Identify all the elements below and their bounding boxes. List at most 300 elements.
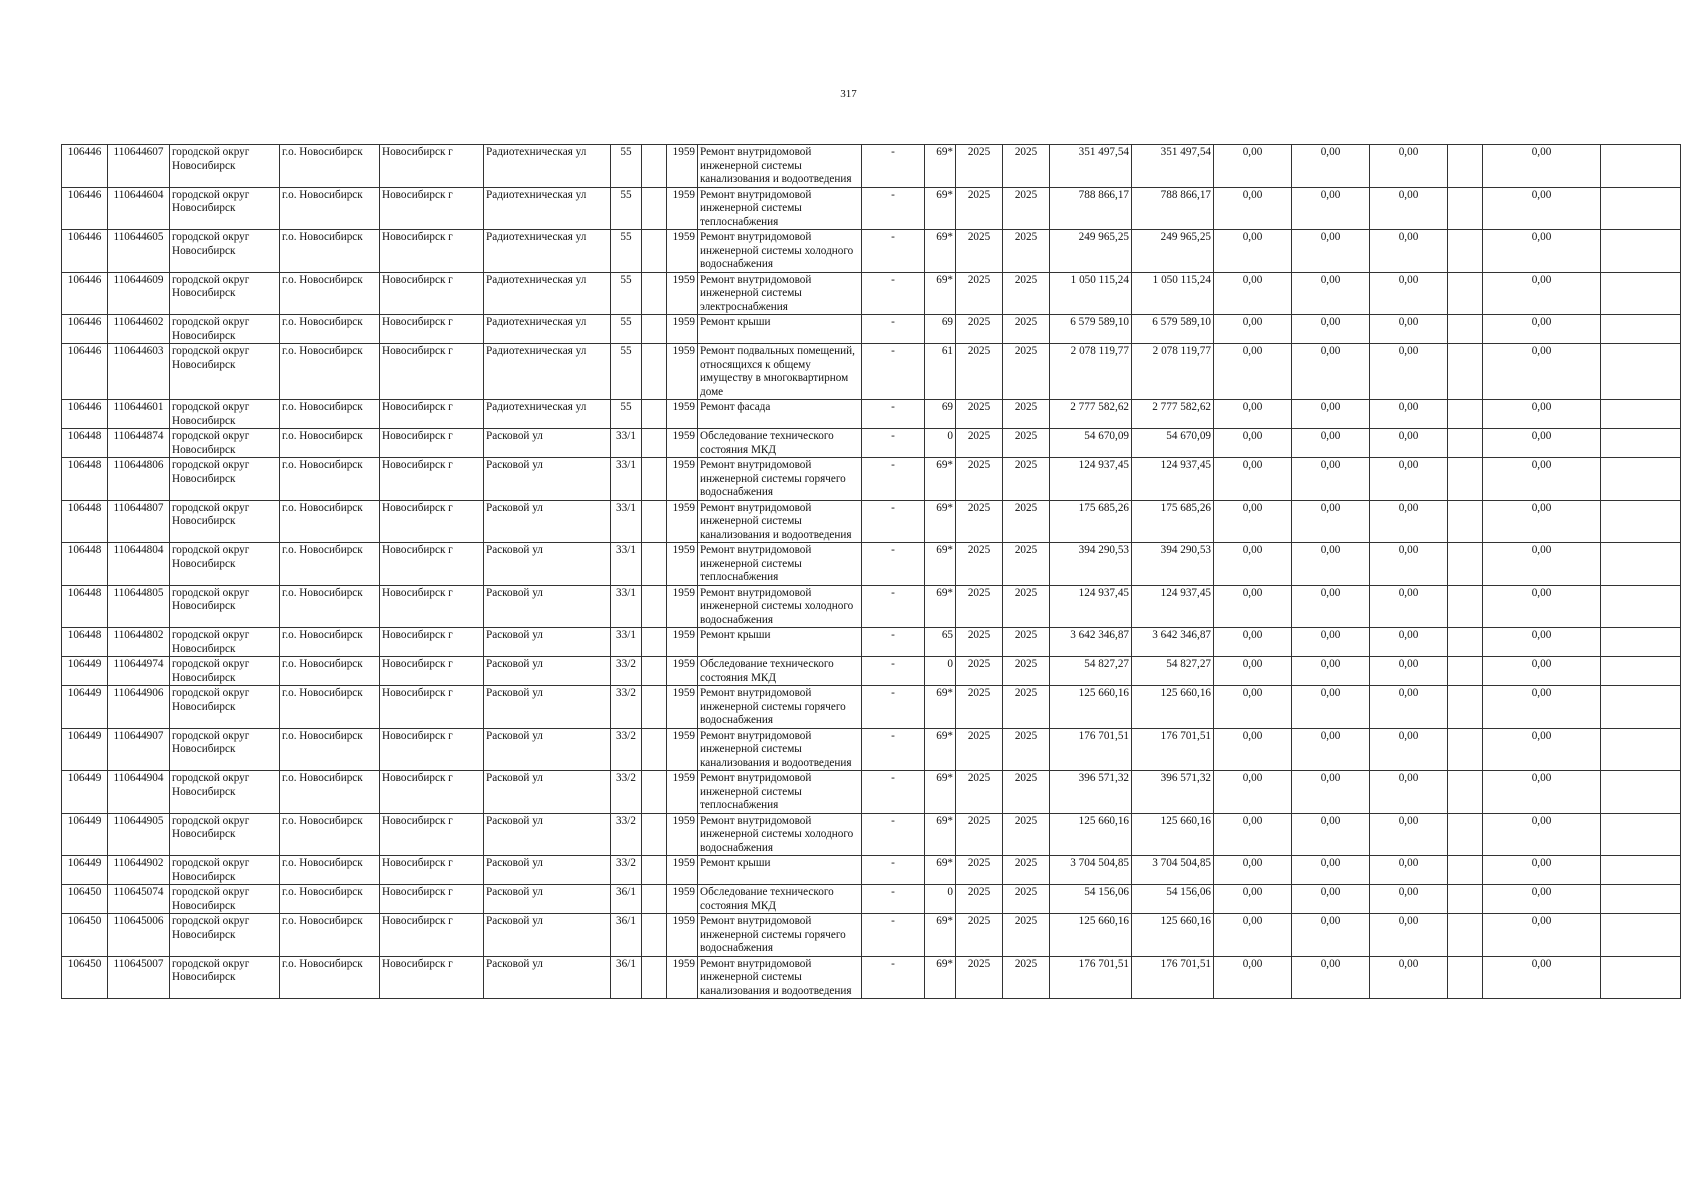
cell-plan-start-year: 2025 — [956, 856, 1003, 885]
repair-register-table — [61, 144, 1681, 999]
cell-house-number: 55 — [611, 230, 642, 273]
cell-cost-owners: 0,00 — [1483, 657, 1601, 686]
cell-cost-budget-regional: 0,00 — [1292, 728, 1370, 771]
cell-cost-budget-local: 0,00 — [1370, 429, 1448, 458]
cell-work-id: 110644974 — [108, 657, 170, 686]
cell-municipal-short: г.о. Новосибирск — [280, 585, 380, 628]
cell-wear-percent: 69* — [925, 686, 956, 729]
cell-extra-col — [1448, 771, 1483, 814]
cell-cost-budget-local: 0,00 — [1370, 458, 1448, 501]
cell-house-number: 33/2 — [611, 771, 642, 814]
cell-municipality: городской округ Новосибирск — [170, 728, 280, 771]
cell-cost-fund: 1 050 115,24 — [1132, 272, 1214, 315]
cell-unit: - — [862, 856, 925, 885]
cell-municipality: городской округ Новосибирск — [170, 429, 280, 458]
cell-building-letter — [642, 315, 667, 344]
cell-cost-fund: 54 156,06 — [1132, 885, 1214, 914]
cell-cost-budget-federal: 0,00 — [1214, 543, 1292, 586]
cell-cost-fund: 396 571,32 — [1132, 771, 1214, 814]
cell-extra-col — [1448, 628, 1483, 657]
cell-house-number: 33/1 — [611, 429, 642, 458]
cell-street: Расковой ул — [484, 585, 611, 628]
cell-settlement: Новосибирск г — [380, 657, 484, 686]
cell-extra-col — [1448, 458, 1483, 501]
cell-cost-budget-federal: 0,00 — [1214, 400, 1292, 429]
cell-plan-start-year: 2025 — [956, 728, 1003, 771]
cell-object-id: 106450 — [62, 956, 108, 999]
cell-wear-percent: 69 — [925, 315, 956, 344]
cell-work-type: Ремонт крыши — [698, 856, 862, 885]
cell-house-number: 33/1 — [611, 458, 642, 501]
cell-build-year: 1959 — [667, 686, 698, 729]
cell-cost-owners: 0,00 — [1483, 585, 1601, 628]
cell-build-year: 1959 — [667, 728, 698, 771]
cell-street: Расковой ул — [484, 885, 611, 914]
table-row — [62, 230, 1681, 273]
cell-cost-budget-local: 0,00 — [1370, 728, 1448, 771]
cell-plan-start-year: 2025 — [956, 956, 1003, 999]
cell-note — [1601, 914, 1681, 957]
cell-note — [1601, 458, 1681, 501]
cell-municipal-short: г.о. Новосибирск — [280, 400, 380, 429]
cell-work-type: Обследование технического состояния МКД — [698, 429, 862, 458]
cell-house-number: 36/1 — [611, 956, 642, 999]
cell-work-id: 110644804 — [108, 543, 170, 586]
cell-work-type: Ремонт внутридомовой инженерной системы горячего водоснабжения — [698, 458, 862, 501]
cell-plan-start-year: 2025 — [956, 400, 1003, 429]
cell-settlement: Новосибирск г — [380, 145, 484, 188]
cell-municipality: городской округ Новосибирск — [170, 885, 280, 914]
cell-municipality: городской округ Новосибирск — [170, 315, 280, 344]
cell-unit: - — [862, 813, 925, 856]
cell-street: Расковой ул — [484, 657, 611, 686]
cell-cost-fund: 176 701,51 — [1132, 728, 1214, 771]
cell-build-year: 1959 — [667, 145, 698, 188]
cell-house-number: 33/1 — [611, 585, 642, 628]
cell-unit: - — [862, 272, 925, 315]
cell-plan-end-year: 2025 — [1003, 429, 1050, 458]
cell-note — [1601, 686, 1681, 729]
cell-cost-budget-local: 0,00 — [1370, 956, 1448, 999]
cell-cost-budget-local: 0,00 — [1370, 500, 1448, 543]
cell-plan-end-year: 2025 — [1003, 885, 1050, 914]
cell-municipal-short: г.о. Новосибирск — [280, 657, 380, 686]
cell-settlement: Новосибирск г — [380, 585, 484, 628]
cell-note — [1601, 956, 1681, 999]
cell-settlement: Новосибирск г — [380, 771, 484, 814]
cell-cost-owners: 0,00 — [1483, 315, 1601, 344]
cell-building-letter — [642, 187, 667, 230]
cell-build-year: 1959 — [667, 956, 698, 999]
cell-street: Расковой ул — [484, 686, 611, 729]
cell-object-id: 106450 — [62, 885, 108, 914]
cell-unit: - — [862, 771, 925, 814]
cell-object-id: 106449 — [62, 813, 108, 856]
cell-work-id: 110645007 — [108, 956, 170, 999]
cell-plan-start-year: 2025 — [956, 585, 1003, 628]
cell-plan-start-year: 2025 — [956, 813, 1003, 856]
cell-street: Расковой ул — [484, 500, 611, 543]
table-row — [62, 458, 1681, 501]
cell-work-id: 110644605 — [108, 230, 170, 273]
cell-street: Радиотехническая ул — [484, 272, 611, 315]
cell-wear-percent: 69* — [925, 856, 956, 885]
cell-cost-total: 124 937,45 — [1050, 585, 1132, 628]
cell-unit: - — [862, 500, 925, 543]
cell-cost-budget-regional: 0,00 — [1292, 657, 1370, 686]
cell-wear-percent: 69* — [925, 272, 956, 315]
cell-street: Расковой ул — [484, 628, 611, 657]
cell-plan-end-year: 2025 — [1003, 628, 1050, 657]
cell-plan-end-year: 2025 — [1003, 956, 1050, 999]
cell-street: Расковой ул — [484, 856, 611, 885]
cell-cost-budget-federal: 0,00 — [1214, 956, 1292, 999]
cell-cost-budget-federal: 0,00 — [1214, 813, 1292, 856]
cell-cost-budget-regional: 0,00 — [1292, 500, 1370, 543]
cell-build-year: 1959 — [667, 813, 698, 856]
cell-work-type: Ремонт внутридомовой инженерной системы холодного водоснабжения — [698, 813, 862, 856]
cell-unit: - — [862, 885, 925, 914]
cell-extra-col — [1448, 885, 1483, 914]
cell-building-letter — [642, 400, 667, 429]
cell-work-id: 110644807 — [108, 500, 170, 543]
cell-settlement: Новосибирск г — [380, 914, 484, 957]
cell-cost-fund: 176 701,51 — [1132, 956, 1214, 999]
cell-extra-col — [1448, 400, 1483, 429]
cell-work-id: 110644805 — [108, 585, 170, 628]
cell-house-number: 36/1 — [611, 885, 642, 914]
cell-municipality: городской округ Новосибирск — [170, 543, 280, 586]
cell-plan-start-year: 2025 — [956, 145, 1003, 188]
cell-wear-percent: 69* — [925, 543, 956, 586]
cell-cost-owners: 0,00 — [1483, 543, 1601, 586]
cell-building-letter — [642, 458, 667, 501]
cell-object-id: 106446 — [62, 230, 108, 273]
cell-unit: - — [862, 458, 925, 501]
cell-extra-col — [1448, 956, 1483, 999]
cell-cost-fund: 124 937,45 — [1132, 585, 1214, 628]
cell-extra-col — [1448, 272, 1483, 315]
cell-work-type: Ремонт внутридомовой инженерной системы теплоснабжения — [698, 771, 862, 814]
cell-building-letter — [642, 885, 667, 914]
cell-building-letter — [642, 956, 667, 999]
cell-cost-total: 54 670,09 — [1050, 429, 1132, 458]
table-row — [62, 885, 1681, 914]
cell-municipal-short: г.о. Новосибирск — [280, 272, 380, 315]
cell-build-year: 1959 — [667, 585, 698, 628]
cell-cost-fund: 124 937,45 — [1132, 458, 1214, 501]
cell-municipality: городской округ Новосибирск — [170, 914, 280, 957]
cell-work-type: Ремонт внутридомовой инженерной системы теплоснабжения — [698, 187, 862, 230]
cell-wear-percent: 65 — [925, 628, 956, 657]
table-row — [62, 657, 1681, 686]
cell-building-letter — [642, 628, 667, 657]
cell-municipality: городской округ Новосибирск — [170, 145, 280, 188]
cell-cost-budget-regional: 0,00 — [1292, 813, 1370, 856]
cell-work-id: 110644602 — [108, 315, 170, 344]
cell-build-year: 1959 — [667, 500, 698, 543]
cell-extra-col — [1448, 657, 1483, 686]
cell-cost-budget-local: 0,00 — [1370, 686, 1448, 729]
cell-municipality: городской округ Новосибирск — [170, 500, 280, 543]
cell-wear-percent: 69* — [925, 500, 956, 543]
cell-settlement: Новосибирск г — [380, 429, 484, 458]
cell-street: Расковой ул — [484, 728, 611, 771]
cell-plan-end-year: 2025 — [1003, 315, 1050, 344]
cell-work-type: Ремонт внутридомовой инженерной системы канализования и водоотведения — [698, 500, 862, 543]
cell-object-id: 106448 — [62, 628, 108, 657]
table-row — [62, 686, 1681, 729]
cell-building-letter — [642, 230, 667, 273]
cell-work-id: 110644607 — [108, 145, 170, 188]
cell-plan-end-year: 2025 — [1003, 145, 1050, 188]
cell-build-year: 1959 — [667, 771, 698, 814]
cell-municipal-short: г.о. Новосибирск — [280, 686, 380, 729]
cell-cost-budget-federal: 0,00 — [1214, 628, 1292, 657]
cell-cost-total: 3 642 346,87 — [1050, 628, 1132, 657]
cell-cost-budget-federal: 0,00 — [1214, 856, 1292, 885]
cell-wear-percent: 61 — [925, 344, 956, 400]
cell-house-number: 55 — [611, 272, 642, 315]
cell-work-id: 110645006 — [108, 914, 170, 957]
cell-cost-owners: 0,00 — [1483, 628, 1601, 657]
cell-municipal-short: г.о. Новосибирск — [280, 543, 380, 586]
cell-street: Радиотехническая ул — [484, 187, 611, 230]
cell-cost-total: 176 701,51 — [1050, 728, 1132, 771]
cell-settlement: Новосибирск г — [380, 885, 484, 914]
cell-cost-budget-regional: 0,00 — [1292, 956, 1370, 999]
cell-cost-budget-federal: 0,00 — [1214, 500, 1292, 543]
table-row — [62, 145, 1681, 188]
table-row — [62, 628, 1681, 657]
cell-plan-end-year: 2025 — [1003, 272, 1050, 315]
cell-note — [1601, 585, 1681, 628]
cell-plan-end-year: 2025 — [1003, 771, 1050, 814]
cell-cost-budget-federal: 0,00 — [1214, 728, 1292, 771]
cell-cost-budget-regional: 0,00 — [1292, 230, 1370, 273]
cell-cost-fund: 788 866,17 — [1132, 187, 1214, 230]
cell-building-letter — [642, 686, 667, 729]
cell-extra-col — [1448, 543, 1483, 586]
cell-note — [1601, 272, 1681, 315]
cell-house-number: 33/2 — [611, 657, 642, 686]
cell-building-letter — [642, 145, 667, 188]
cell-house-number: 55 — [611, 400, 642, 429]
cell-building-letter — [642, 585, 667, 628]
cell-note — [1601, 856, 1681, 885]
cell-plan-start-year: 2025 — [956, 429, 1003, 458]
cell-street: Радиотехническая ул — [484, 315, 611, 344]
cell-build-year: 1959 — [667, 657, 698, 686]
cell-cost-owners: 0,00 — [1483, 686, 1601, 729]
cell-build-year: 1959 — [667, 429, 698, 458]
cell-cost-total: 176 701,51 — [1050, 956, 1132, 999]
cell-plan-start-year: 2025 — [956, 657, 1003, 686]
cell-cost-fund: 54 670,09 — [1132, 429, 1214, 458]
cell-unit: - — [862, 686, 925, 729]
cell-cost-budget-regional: 0,00 — [1292, 145, 1370, 188]
cell-cost-budget-federal: 0,00 — [1214, 914, 1292, 957]
cell-work-type: Ремонт внутридомовой инженерной системы теплоснабжения — [698, 543, 862, 586]
cell-building-letter — [642, 272, 667, 315]
cell-object-id: 106446 — [62, 400, 108, 429]
table-row — [62, 771, 1681, 814]
cell-work-type: Обследование технического состояния МКД — [698, 657, 862, 686]
cell-cost-budget-federal: 0,00 — [1214, 585, 1292, 628]
cell-build-year: 1959 — [667, 914, 698, 957]
cell-street: Расковой ул — [484, 956, 611, 999]
cell-municipality: городской округ Новосибирск — [170, 400, 280, 429]
cell-building-letter — [642, 856, 667, 885]
cell-municipality: городской округ Новосибирск — [170, 856, 280, 885]
table-row — [62, 856, 1681, 885]
cell-house-number: 55 — [611, 344, 642, 400]
cell-build-year: 1959 — [667, 543, 698, 586]
cell-build-year: 1959 — [667, 400, 698, 429]
cell-building-letter — [642, 657, 667, 686]
cell-cost-owners: 0,00 — [1483, 344, 1601, 400]
cell-work-id: 110644907 — [108, 728, 170, 771]
cell-settlement: Новосибирск г — [380, 543, 484, 586]
cell-object-id: 106450 — [62, 914, 108, 957]
cell-cost-owners: 0,00 — [1483, 885, 1601, 914]
cell-cost-budget-local: 0,00 — [1370, 657, 1448, 686]
cell-cost-total: 351 497,54 — [1050, 145, 1132, 188]
cell-cost-total: 124 937,45 — [1050, 458, 1132, 501]
cell-settlement: Новосибирск г — [380, 187, 484, 230]
cell-cost-budget-regional: 0,00 — [1292, 686, 1370, 729]
cell-wear-percent: 0 — [925, 429, 956, 458]
cell-extra-col — [1448, 429, 1483, 458]
cell-extra-col — [1448, 728, 1483, 771]
cell-plan-end-year: 2025 — [1003, 585, 1050, 628]
cell-work-type: Ремонт внутридомовой инженерной системы холодного водоснабжения — [698, 585, 862, 628]
cell-street: Радиотехническая ул — [484, 230, 611, 273]
cell-municipal-short: г.о. Новосибирск — [280, 344, 380, 400]
cell-plan-start-year: 2025 — [956, 458, 1003, 501]
cell-plan-end-year: 2025 — [1003, 344, 1050, 400]
cell-cost-owners: 0,00 — [1483, 230, 1601, 273]
cell-house-number: 33/2 — [611, 686, 642, 729]
cell-build-year: 1959 — [667, 272, 698, 315]
cell-note — [1601, 657, 1681, 686]
cell-work-id: 110644601 — [108, 400, 170, 429]
cell-extra-col — [1448, 145, 1483, 188]
cell-cost-total: 2 777 582,62 — [1050, 400, 1132, 429]
table-row — [62, 956, 1681, 999]
cell-street: Радиотехническая ул — [484, 400, 611, 429]
cell-note — [1601, 230, 1681, 273]
cell-cost-budget-regional: 0,00 — [1292, 315, 1370, 344]
cell-plan-start-year: 2025 — [956, 686, 1003, 729]
cell-work-type: Ремонт подвальных помещений, относящихся к общему имуществу в многоквартирном доме — [698, 344, 862, 400]
cell-plan-end-year: 2025 — [1003, 914, 1050, 957]
cell-note — [1601, 315, 1681, 344]
cell-cost-fund: 54 827,27 — [1132, 657, 1214, 686]
cell-unit: - — [862, 585, 925, 628]
cell-note — [1601, 344, 1681, 400]
cell-note — [1601, 628, 1681, 657]
cell-cost-budget-regional: 0,00 — [1292, 628, 1370, 657]
cell-wear-percent: 69* — [925, 728, 956, 771]
cell-build-year: 1959 — [667, 187, 698, 230]
cell-street: Расковой ул — [484, 771, 611, 814]
cell-cost-budget-regional: 0,00 — [1292, 429, 1370, 458]
cell-municipality: городской округ Новосибирск — [170, 771, 280, 814]
cell-cost-budget-federal: 0,00 — [1214, 657, 1292, 686]
cell-plan-end-year: 2025 — [1003, 856, 1050, 885]
cell-municipality: городской округ Новосибирск — [170, 585, 280, 628]
cell-municipal-short: г.о. Новосибирск — [280, 145, 380, 188]
cell-wear-percent: 69* — [925, 585, 956, 628]
cell-build-year: 1959 — [667, 315, 698, 344]
cell-building-letter — [642, 914, 667, 957]
table-row — [62, 187, 1681, 230]
cell-municipal-short: г.о. Новосибирск — [280, 315, 380, 344]
cell-cost-fund: 125 660,16 — [1132, 813, 1214, 856]
cell-work-type: Ремонт фасада — [698, 400, 862, 429]
cell-object-id: 106448 — [62, 543, 108, 586]
cell-settlement: Новосибирск г — [380, 956, 484, 999]
cell-unit: - — [862, 429, 925, 458]
cell-note — [1601, 500, 1681, 543]
table-row — [62, 400, 1681, 429]
cell-wear-percent: 69* — [925, 145, 956, 188]
cell-cost-fund: 351 497,54 — [1132, 145, 1214, 188]
cell-object-id: 106448 — [62, 500, 108, 543]
cell-municipality: городской округ Новосибирск — [170, 344, 280, 400]
cell-cost-budget-federal: 0,00 — [1214, 429, 1292, 458]
cell-extra-col — [1448, 686, 1483, 729]
cell-wear-percent: 69 — [925, 400, 956, 429]
cell-municipal-short: г.о. Новосибирск — [280, 956, 380, 999]
cell-wear-percent: 69* — [925, 813, 956, 856]
cell-settlement: Новосибирск г — [380, 230, 484, 273]
table-row — [62, 344, 1681, 400]
cell-note — [1601, 400, 1681, 429]
cell-municipality: городской округ Новосибирск — [170, 956, 280, 999]
cell-street: Расковой ул — [484, 914, 611, 957]
cell-settlement: Новосибирск г — [380, 686, 484, 729]
cell-plan-end-year: 2025 — [1003, 458, 1050, 501]
cell-wear-percent: 69* — [925, 914, 956, 957]
cell-work-id: 110644603 — [108, 344, 170, 400]
cell-plan-end-year: 2025 — [1003, 728, 1050, 771]
cell-building-letter — [642, 728, 667, 771]
cell-cost-budget-local: 0,00 — [1370, 315, 1448, 344]
table-row — [62, 272, 1681, 315]
cell-unit: - — [862, 914, 925, 957]
cell-work-id: 110644905 — [108, 813, 170, 856]
cell-house-number: 33/1 — [611, 500, 642, 543]
cell-cost-budget-regional: 0,00 — [1292, 771, 1370, 814]
cell-work-type: Ремонт внутридомовой инженерной системы канализования и водоотведения — [698, 956, 862, 999]
cell-cost-budget-local: 0,00 — [1370, 543, 1448, 586]
cell-cost-budget-local: 0,00 — [1370, 628, 1448, 657]
cell-street: Расковой ул — [484, 813, 611, 856]
cell-settlement: Новосибирск г — [380, 344, 484, 400]
cell-municipal-short: г.о. Новосибирск — [280, 458, 380, 501]
cell-cost-budget-local: 0,00 — [1370, 344, 1448, 400]
cell-note — [1601, 813, 1681, 856]
cell-wear-percent: 69* — [925, 956, 956, 999]
cell-cost-budget-federal: 0,00 — [1214, 230, 1292, 273]
cell-cost-budget-regional: 0,00 — [1292, 458, 1370, 501]
cell-work-type: Ремонт крыши — [698, 315, 862, 344]
cell-extra-col — [1448, 585, 1483, 628]
cell-work-type: Ремонт внутридомовой инженерной системы холодного водоснабжения — [698, 230, 862, 273]
cell-work-type: Ремонт крыши — [698, 628, 862, 657]
